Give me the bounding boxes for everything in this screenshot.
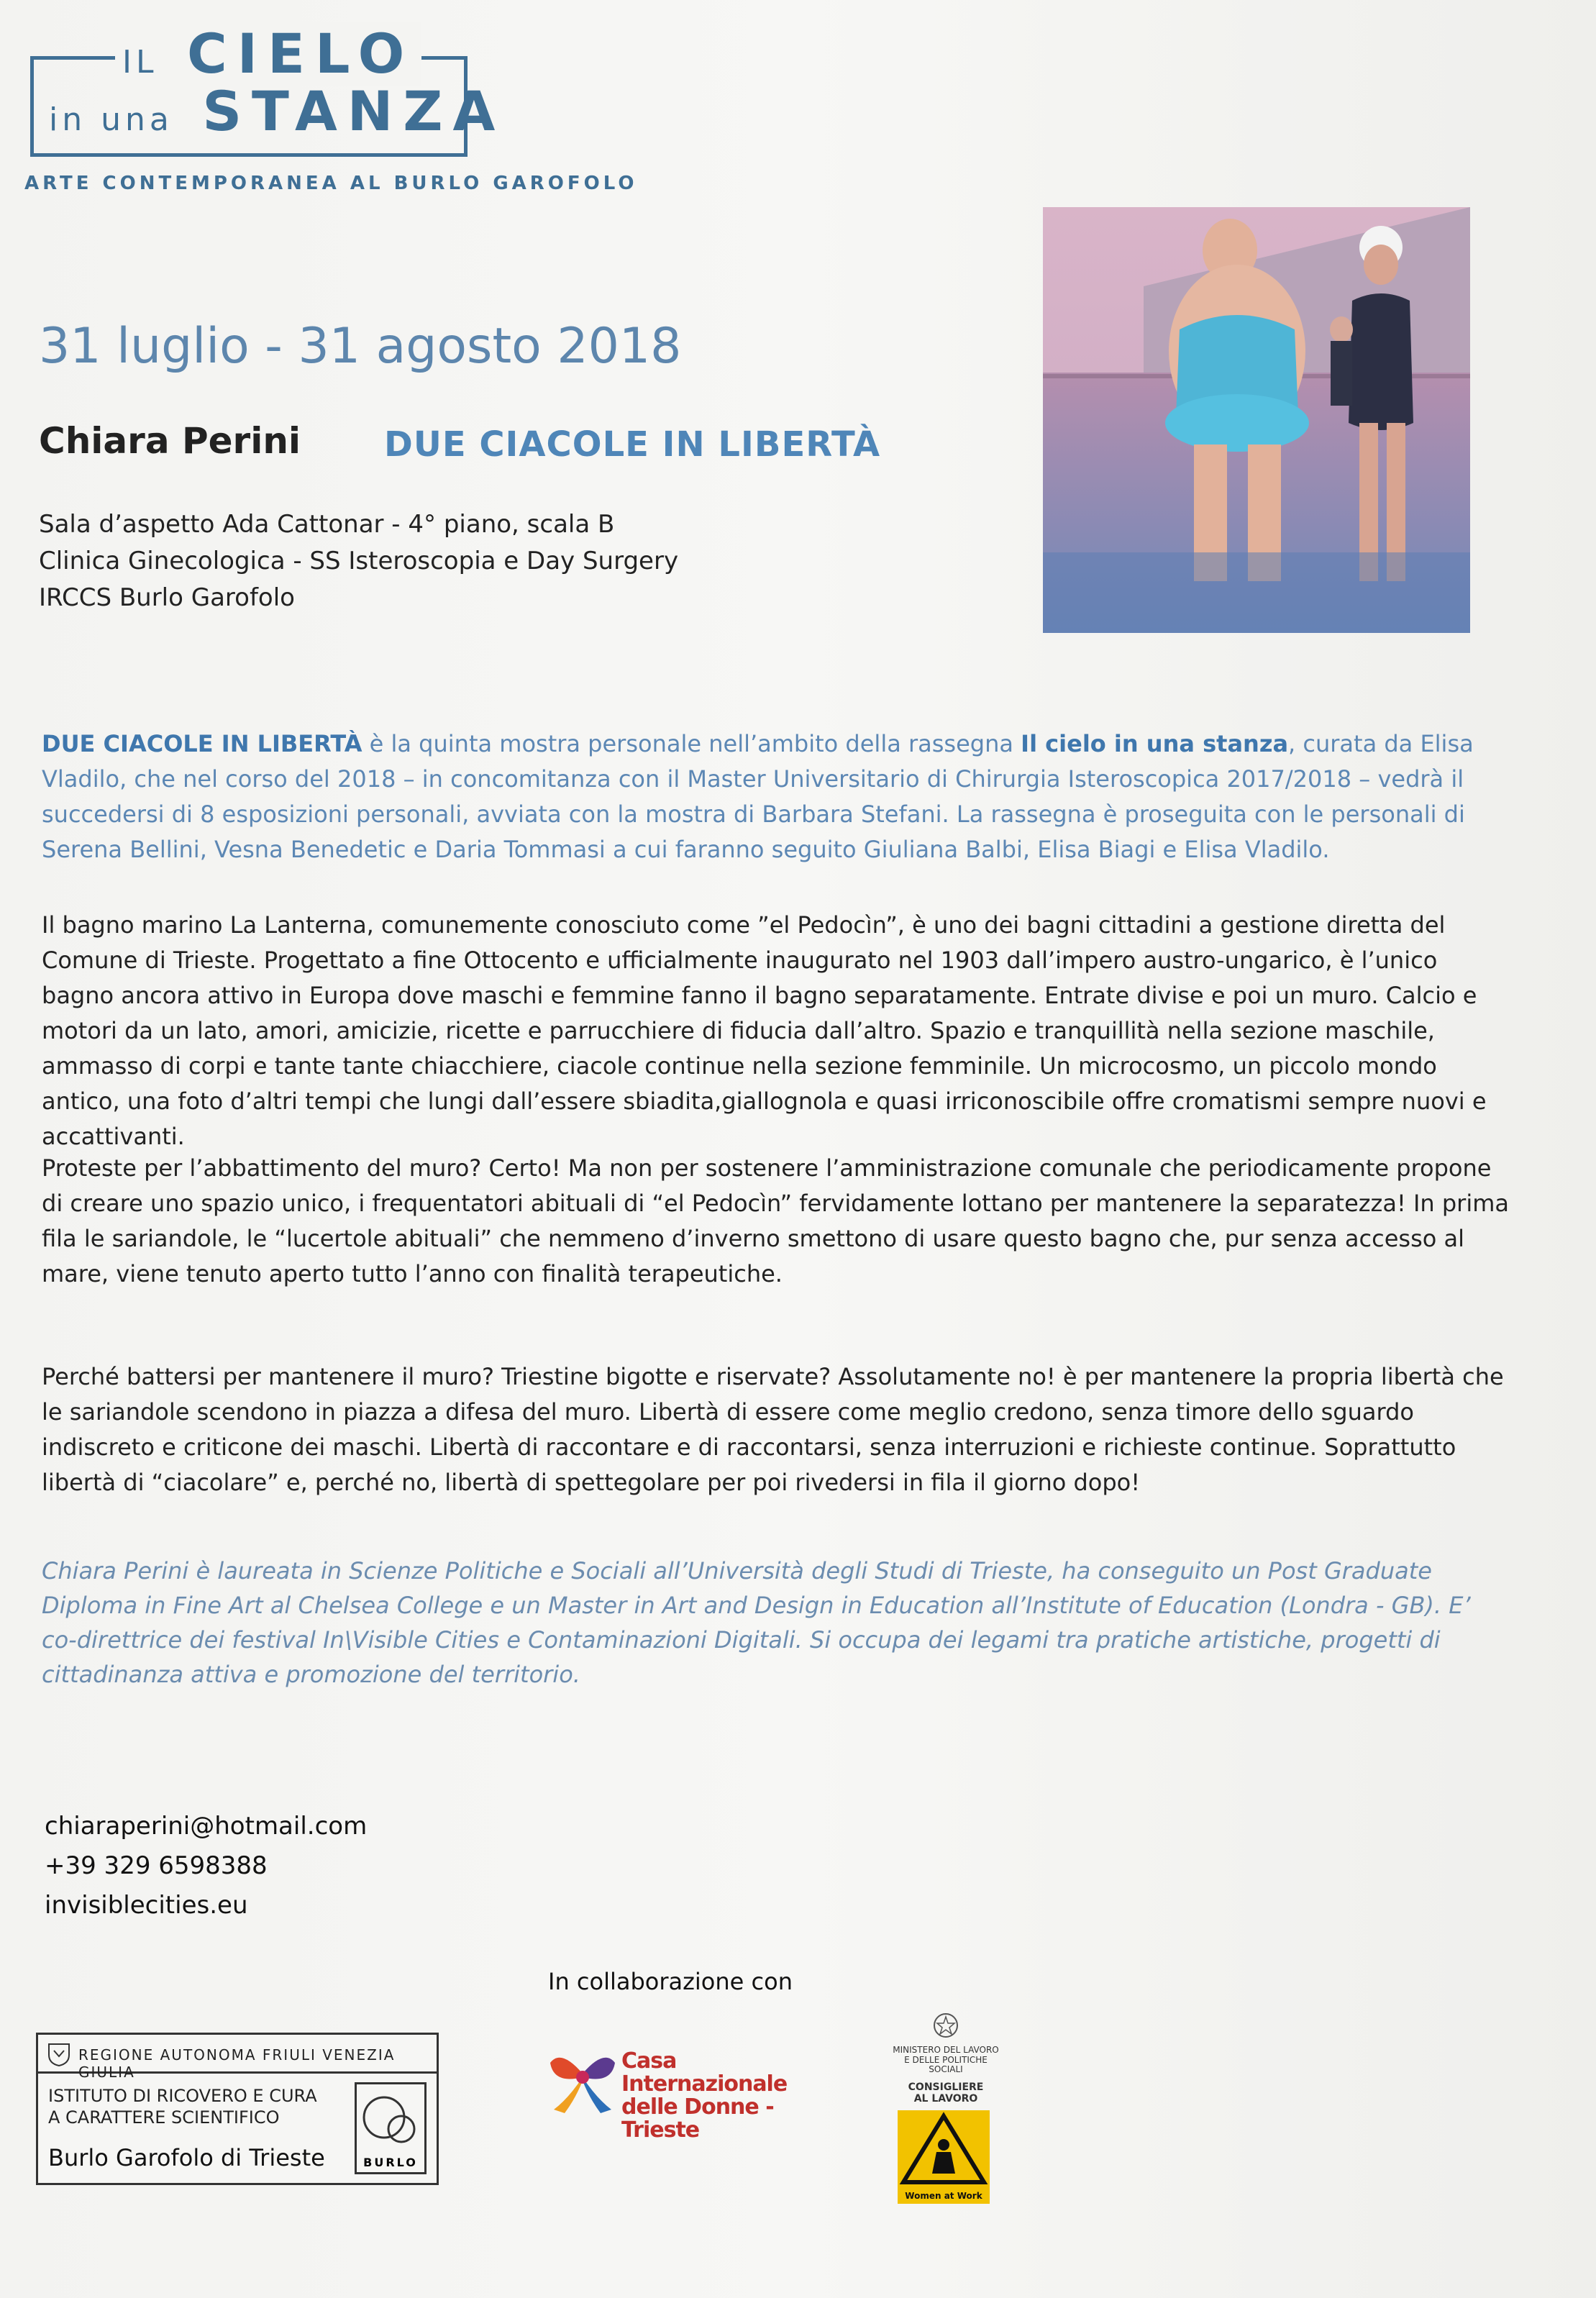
region-crest-icon [47, 2042, 71, 2066]
intro-text-2: , curata da Elisa Vladilo, che nel corso del 2018 – in concomitanza con il Master Universitario di Chirurgia Isteroscopica 2017/2018 – vedrà il succedersi di 8 esposizioni personali, avviata con la mostra di Barbara Stefani. La rassegna è proseguita con le personali di Serena Bellini, Vesna Benedetic e Daria Tommasi a cui faranno seguito Giuliana Balbi, Elisa Biagi e Elisa Vladilo. [42, 730, 1474, 863]
institute-name: Burlo Garofolo di Trieste [48, 2144, 325, 2171]
sign-label: Women at Work [905, 2191, 982, 2201]
contact-email[interactable]: chiaraperini@hotmail.com [45, 1812, 368, 1841]
series-logo-subtitle: ARTE CONTEMPORANEA AL BURLO GAROFOLO [24, 173, 638, 194]
intro-paragraph [42, 726, 1516, 867]
exhibition-photo [1043, 207, 1470, 633]
collaboration-label: In collaborazione con [548, 1968, 793, 1995]
venue-line: IRCCS Burlo Garofolo [39, 583, 295, 612]
artist-name: Chiara Perini [39, 420, 301, 462]
series-logo-line1: IL CIELO [115, 22, 421, 86]
ribbon-bow-icon [547, 2041, 619, 2120]
burlo-garofolo-logo [36, 2033, 439, 2185]
women-at-work-sign [898, 2110, 990, 2204]
burlo-circles-icon [357, 2084, 424, 2153]
venue-line: Clinica Ginecologica - SS Isteroscopia e Day Surgery [39, 547, 679, 575]
burlo-mark [355, 2082, 427, 2174]
ministry-line2: E DELLE POLITICHE SOCIALI [904, 2055, 988, 2074]
bathers-photo-image [1043, 207, 1470, 633]
series-logo-line2: in una STANZA [49, 79, 506, 143]
region-header: REGIONE AUTONOMA FRIULI VENEZIA GIULIA [38, 2035, 437, 2074]
intro-series: Il cielo in una stanza [1021, 730, 1289, 757]
warning-woman-icon [898, 2110, 990, 2189]
institute-type: ISTITUTO DI RICOVERO E CURA A CARATTERE SCIENTIFICO [48, 2086, 317, 2128]
intro-text-1: è la quinta mostra personale nell’ambito della rassegna [362, 730, 1021, 757]
consigliere-label: CONSIGLIERE AL LAVORO [908, 2082, 984, 2105]
contact-phone: +39 329 6598388 [45, 1851, 268, 1880]
contact-website[interactable]: invisiblecities.eu [45, 1891, 248, 1920]
venue-line: Sala d’aspetto Ada Cattonar - 4° piano, scala B [39, 510, 615, 539]
exhibition-dates: 31 luglio - 31 agosto 2018 [39, 318, 682, 375]
artist-bio: Chiara Perini è laureata in Scienze Politiche e Sociali all’Università degli Studi di Trieste, ha conseguito un Post Graduate Diploma in Fine Art al Chelsea College e un Master in Art and Design in Education all’Institute of Education (Londra - GB). E’ co-direttrice dei festival In\Visible Cities e Contaminazioni Digitali. Si occupa dei legami tra pratiche artistiche, progetti di cittadinanza attiva e promozione del territorio. [42, 1557, 1471, 1688]
venue-block [39, 506, 678, 616]
body-paragraph: Proteste per l’abbattimento del muro? Certo! Ma non per sostenere l’amministrazione comunale che periodicamente propone di creare uno spazio unico, i frequentatori abituali di “el Pedocìn” fervidamente lottano per mantenere la separatezza! In prima fila le sariandole, le “lucertole abituali” che nemmeno d’inverno smettono di usare questo bagno che, pur senza accesso al mare, viene tenuto aperto tutto l’anno con finalità terapeutiche. [42, 1154, 1509, 1287]
casa-internazionale-name: Casa Internazionale delle Donne - Trieste [621, 2048, 788, 2143]
intro-lead: DUE CIACOLE IN LIBERTÀ [42, 730, 362, 757]
exhibition-title: DUE CIACOLE IN LIBERTÀ [384, 424, 881, 465]
ministry-line1: MINISTERO DEL LAVORO [893, 2045, 999, 2055]
casa-internazionale-logo [547, 2041, 827, 2143]
consigliere-al-lavoro-logo [890, 2011, 1001, 2205]
body-paragraph: Il bagno marino La Lanterna, comunemente conosciuto come ”el Pedocìn”, è uno dei bagni cittadini a gestione diretta del Comune di Trieste. Progettato a fine Ottocento e ufficialmente inaugurato nel 1903 dall’impero austro-ungarico, è l’unico bagno ancora attivo in Europa dove maschi e femmine fanno il bagno separatamente. Entrate divise e poi un muro. Calcio e motori da un lato, amori, amicizie, ricette e parrucchiere di fiducia dall’altro. Spazio e tranquillità nella sezione maschile, ammasso di corpi e tante tante chiacchiere, ciacole continue nella sezione femminile. Un microcosmo, un piccolo mondo antico, una foto d’altri tempi che lungi dall’essere sbiadita,giallognola e quasi irriconoscibile offre cromatismi sempre nuovi e accattivanti. [42, 911, 1487, 1150]
contact-block [45, 1807, 367, 1925]
republic-emblem-icon [931, 2011, 960, 2040]
burlo-mark-text: BURLO [363, 2156, 418, 2169]
body-paragraph: Perché battersi per mantenere il muro? Triestine bigotte e riservate? Assolutamente no! è per mantenere la propria libertà che le sariandole scendono in piazza a difesa del muro. Libertà di essere come meglio credono, senza timore dello sguardo indiscreto e criticone dei maschi. Libertà di raccontare e di raccontarsi, senza interruzioni e richieste continue. Soprattutto libertà di “ciacolare” e, perché no, libertà di spettegolare per poi rivedersi in fila il giorno dopo! [42, 1363, 1504, 1496]
